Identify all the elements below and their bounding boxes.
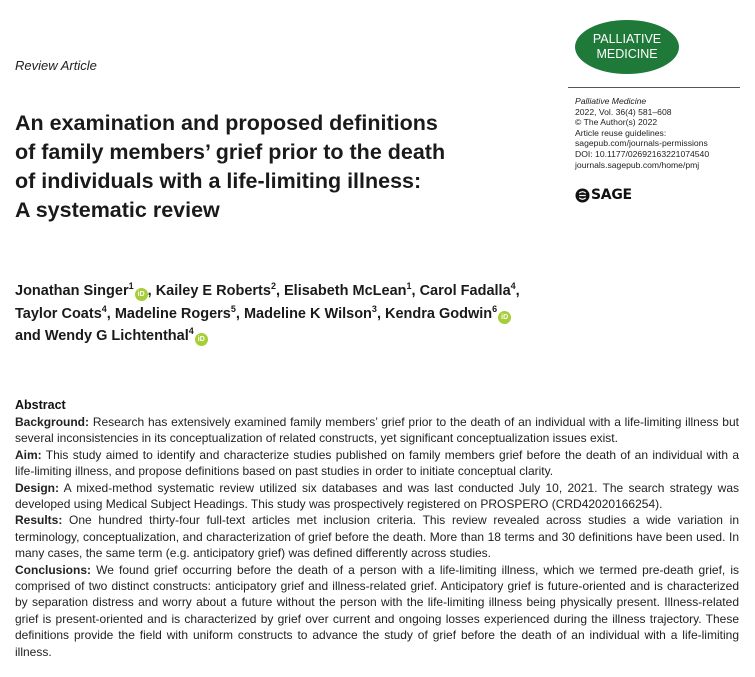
sage-mark-icon [575,188,590,203]
section-text: One hundred thirty-four full-text articles met inclusion criteria. This review revealed across studies a wide variation in terminology, conceptualization, and characterization of grief before the death. More than 18 terms and 30 definitions have been used. In many cases, the same term (e.g. anticipatory grief) was defined differently across studies. [15,513,739,561]
journal-logo [575,20,679,74]
reuse-link[interactable]: sagepub.com/journals-permissions [575,138,708,149]
citation: 2022, Vol. 36(4) 581–608 [575,106,672,117]
author-name[interactable]: Kailey E Roberts [155,283,271,299]
section-text: Research has extensively examined family members’ grief prior to the death of an individual with a life-limiting illness but several inconsistencies in its conceptualization of related constructs, yet significant conceptualization issues exist. [15,415,739,446]
author-affiliation: 4 [101,303,107,314]
section-text: This study aimed to identify and characterize studies published on family members grief before the death of an individual with a life-limiting illness, and propose definitions based on past studies in order to initiate conceptual clarity. [15,447,739,479]
author-affiliation: 3 [371,303,377,314]
section-text: A mixed-method systematic review utilized six databases and was last conducted July 10, 2021. The search strategy was developed using Medical Subject Headings. This study was prospectively registered on PROSPERO (CRD42020166254). [15,480,739,512]
journal-name: Palliative Medicine [575,96,647,106]
copyright: © The Author(s) 2022 [575,117,658,128]
author-affiliation: 1 [128,281,134,292]
section-label: Aim: [15,447,42,462]
author-list [15,280,575,348]
author-name[interactable]: Madeline Rogers [114,305,231,322]
author-name[interactable]: Kendra Godwin [385,305,493,322]
author-separator: , [376,305,385,322]
abstract-results [15,512,739,561]
author-separator: , [515,283,520,299]
author-separator: , [411,283,420,299]
title-line: of individuals with a life-limiting illness: [15,169,422,193]
abstract [15,397,739,660]
author-name[interactable]: Elisabeth McLean [284,283,407,299]
author-name[interactable]: Taylor Coats [15,305,102,322]
author-line [15,303,575,326]
abstract-conclusions [15,562,739,660]
abstract-heading: Abstract [15,398,66,412]
section-text: We found grief occurring before the death of a person with a life-limiting illness, which we termed pre-death grief, is comprised of two distinct constructs: anticipatory grief and illness-related grief. Anticipatory grief is future-oriented and is characterized by separation distress and worry about a future without the person with the life-limiting illness being physically present. Illness-related grief is present-oriented and is characterized by grief over current and ongoing losses experienced during the illness trajectory. These definitions provide the field with uniform constructs to advance the study of grief before the death of an individual with a life-limiting illness. [15,562,739,659]
abstract-background [15,414,739,447]
author-separator: , [275,283,285,299]
orcid-icon[interactable]: iD [135,288,148,301]
author-conjunction: and [15,328,45,344]
author-affiliation: 1 [406,281,412,292]
section-label: Background: [15,415,90,429]
doi-link[interactable]: DOI: 10.1177/02692163221074540 [575,148,710,159]
logo-line1: PALLIATIVE [592,32,662,46]
author-line [15,280,575,303]
author-name[interactable]: Jonathan Singer [15,283,129,299]
author-separator: , [235,305,244,322]
author-affiliation: 5 [230,303,236,314]
author-affiliation: 4 [510,281,516,292]
reuse-label: Article reuse guidelines: [575,127,667,138]
section-label: Results: [15,513,63,528]
journal-info [575,96,750,170]
orcid-icon[interactable]: iD [195,333,208,346]
title-line: A systematic review [15,198,220,222]
section-label: Design: [15,480,60,495]
title-line: An examination and proposed definitions [15,111,438,135]
title-line: of family members’ grief prior to the death [15,140,446,164]
logo-line2: MEDICINE [596,47,658,61]
author-separator: , [147,283,156,299]
section-label: Conclusions: [15,562,92,577]
author-name[interactable]: Madeline K Wilson [243,305,372,322]
article-title [15,109,535,225]
author-affiliation: 4 [188,326,194,337]
orcid-icon[interactable]: iD [498,311,511,324]
publisher-name: SAGE [591,187,632,203]
header-divider [568,87,740,88]
author-name[interactable]: Wendy G Lichtenthal [44,328,189,344]
publisher-logo [575,187,632,203]
author-affiliation: 6 [492,303,498,314]
author-separator: , [106,305,115,322]
author-name[interactable]: Carol Fadalla [419,283,511,299]
abstract-aim [15,447,739,480]
article-type: Review Article [15,58,97,73]
journal-home-link[interactable]: journals.sagepub.com/home/pmj [575,159,700,170]
abstract-design [15,480,739,513]
author-line [15,325,575,348]
author-affiliation: 2 [270,281,276,292]
